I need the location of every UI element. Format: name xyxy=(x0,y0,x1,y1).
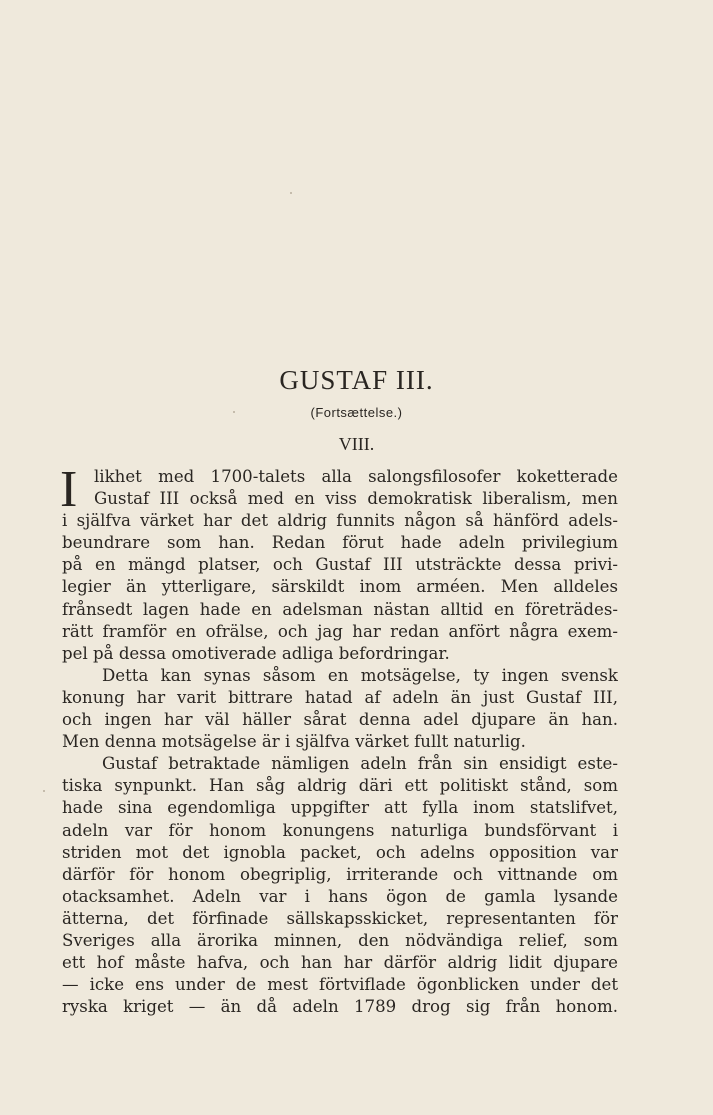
text-line: konung har varit bittrare hatad af adeln än just Gustaf III, xyxy=(62,687,618,707)
text-line: och ingen har väl häller sårat denna adel djupare än han. xyxy=(62,710,618,730)
text-line: rätt framför en ofrälse, och jag har redan anfört några exem- xyxy=(62,621,618,641)
text-line: tiska synpunkt. Han såg aldrig däri ett politiskt stånd, som xyxy=(62,776,618,796)
text-line: Gustaf III också med en viss demokratisk liberalism, men xyxy=(94,489,618,509)
text-line: ätterna, det förfinade sällskapsskicket, representanten för xyxy=(62,908,618,928)
text-line: Men denna motsägelse är i själfva värket fullt naturlig. xyxy=(62,732,526,752)
chapter-number: VIII. xyxy=(338,434,375,454)
page-title: GUSTAF III. xyxy=(279,365,434,395)
text-line: i själfva värket har det aldrig funnits någon så hänförd adels- xyxy=(62,511,618,531)
text-line: otacksamhet. Adeln var i hans ögon de gamla lysande xyxy=(62,886,618,906)
text-line: frånsedt lagen hade en adelsman nästan alltid en företrädes- xyxy=(62,599,618,619)
paragraph-2 xyxy=(62,665,618,753)
paper-speck xyxy=(290,192,292,194)
paragraph-3 xyxy=(62,753,618,1018)
text-line: ett hof måste hafva, och han har därför aldrig lidit djupare xyxy=(62,953,618,973)
text-line: striden mot det ignobla packet, och adelns opposition var xyxy=(62,842,618,862)
body-text xyxy=(60,461,618,1018)
text-line: Gustaf betraktade nämligen adeln från sin ensidigt este- xyxy=(102,754,618,774)
drop-cap: I xyxy=(60,461,78,518)
page-subtitle: (Fortsættelse.) xyxy=(310,405,403,420)
text-line: likhet med 1700-talets alla salongsfilosofer koketterade xyxy=(94,467,618,486)
text-line: på en mängd platser, och Gustaf III utsträckte dessa privi- xyxy=(62,555,618,575)
text-line: — icke ens under de mest förtviflade ögonblicken under det xyxy=(62,975,618,995)
text-line: Sveriges alla ärorika minnen, den nödvändiga relief, som xyxy=(62,930,618,950)
text-line: ryska kriget — än då adeln 1789 drog sig från honom. xyxy=(62,997,618,1017)
text-line: därför för honom obegriplig, irriterande och vittnande om xyxy=(62,864,618,884)
text-line: pel på dessa omotiverade adliga befordringar. xyxy=(62,643,450,663)
text-line: legier än ytterligare, särskildt inom arméen. Men alldeles xyxy=(62,577,618,597)
text-line: beundrare som han. Redan förut hade adeln privilegium xyxy=(62,533,618,553)
text-line: Detta kan synas såsom en motsägelse, ty ingen svensk xyxy=(102,665,618,685)
text-line: hade sina egendomliga uppgifter att fylla inom statslifvet, xyxy=(62,798,618,818)
paragraph-1 xyxy=(60,461,618,665)
text-line: adeln var för honom konungens naturliga bundsförvant i xyxy=(62,820,618,840)
paper-speck xyxy=(43,790,45,792)
